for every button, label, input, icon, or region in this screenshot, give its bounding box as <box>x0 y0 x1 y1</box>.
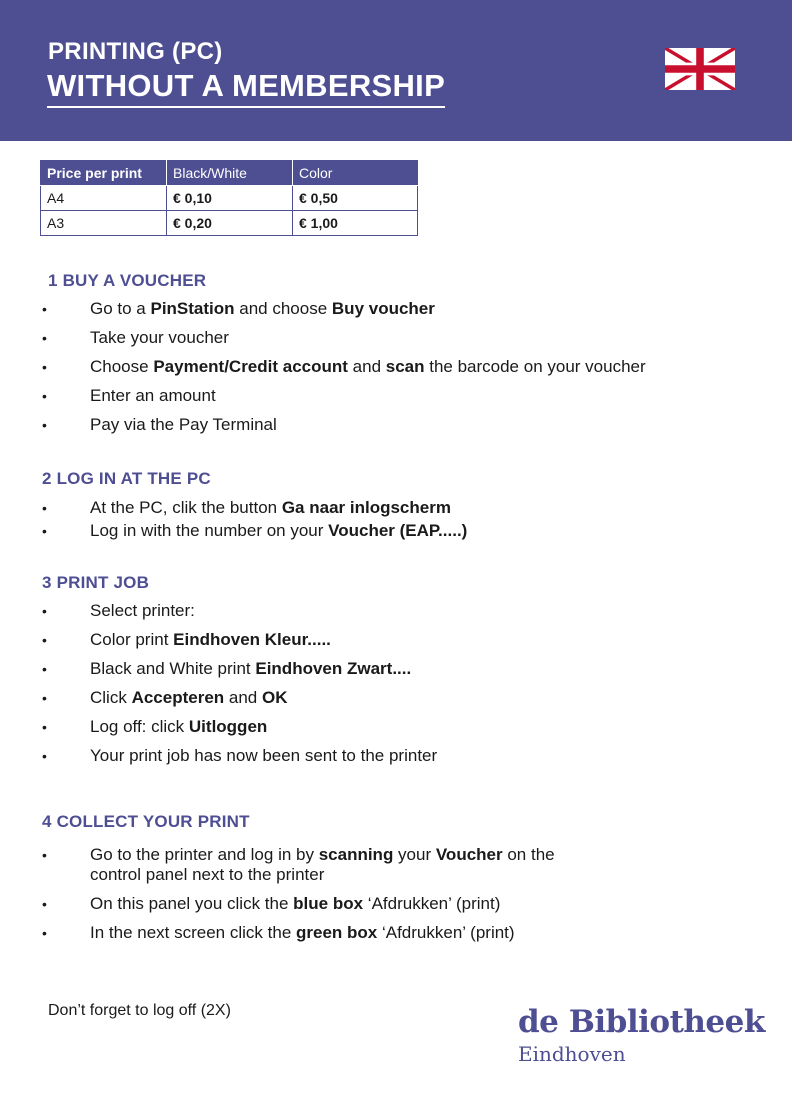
plain-text: Black and White print <box>90 659 256 678</box>
list-item <box>42 845 742 885</box>
table-row <box>41 186 418 211</box>
bullet-icon: • <box>42 388 47 404</box>
bullet-icon: • <box>42 690 47 706</box>
plain-text: ‘Afdrukken’ (print) <box>363 894 501 913</box>
emphasis-text: Voucher (EAP.....) <box>328 521 468 540</box>
plain-text: Go to the printer and log in by <box>90 845 319 864</box>
emphasis-text: Eindhoven Zwart.... <box>255 659 412 678</box>
step-list-collect-print <box>42 845 742 943</box>
price-table-cell: € 1,00 <box>293 211 418 236</box>
emphasis-text: blue box <box>293 894 364 913</box>
step-list-print-job <box>42 601 742 766</box>
plain-text: and <box>347 357 386 376</box>
list-item <box>42 357 742 377</box>
section-title-collect-print: 4 COLLECT YOUR PRINT <box>42 812 250 831</box>
emphasis-text: PinStation <box>150 299 235 318</box>
list-item <box>42 923 742 943</box>
plain-text: Color print <box>90 630 174 649</box>
step-text <box>90 923 742 943</box>
list-item <box>42 894 742 914</box>
emphasis-text: Accepteren <box>131 688 225 707</box>
list-item <box>42 601 742 621</box>
step-text <box>90 845 742 885</box>
bullet-icon: • <box>42 330 47 346</box>
plain-text: Log off: click <box>90 717 189 736</box>
emphasis-text: green box <box>296 923 378 942</box>
bullet-icon: • <box>42 632 47 648</box>
bullet-icon: • <box>42 925 47 941</box>
step-text <box>90 688 742 708</box>
emphasis-text: OK <box>261 688 288 707</box>
price-table <box>40 160 418 236</box>
price-table-cell: A4 <box>41 186 167 211</box>
plain-text: the barcode on your voucher <box>424 357 646 376</box>
emphasis-text: Voucher <box>435 845 503 864</box>
list-item <box>42 630 742 650</box>
list-item <box>42 299 742 319</box>
step-text <box>90 498 742 518</box>
plain-text: control panel next to the printer <box>90 865 325 884</box>
plain-text: Your print job has now been sent to the printer <box>90 746 438 765</box>
step-text <box>90 386 742 406</box>
section-title-buy-voucher: 1 BUY A VOUCHER <box>48 271 207 290</box>
price-table-header: Black/White <box>167 161 293 186</box>
plain-text: Enter an amount <box>90 386 216 405</box>
plain-text: Go to a <box>90 299 151 318</box>
bullet-icon: • <box>42 523 47 539</box>
step-text <box>90 415 742 435</box>
plain-text: Choose <box>90 357 154 376</box>
library-logo: de Bibliotheek <box>518 1004 765 1040</box>
plain-text: your <box>393 845 436 864</box>
list-item <box>42 717 742 737</box>
plain-text: Log in with the number on your <box>90 521 329 540</box>
emphasis-text: scanning <box>318 845 394 864</box>
list-item <box>42 386 742 406</box>
section-title-log-in: 2 LOG IN AT THE PC <box>42 469 211 488</box>
uk-flag-icon <box>665 47 735 91</box>
list-item <box>42 498 742 518</box>
plain-text: In the next screen click the <box>90 923 296 942</box>
bullet-icon: • <box>42 359 47 375</box>
section-title-print-job: 3 PRINT JOB <box>42 573 150 592</box>
bullet-icon: • <box>42 896 47 912</box>
plain-text: On this panel you click the <box>90 894 294 913</box>
plain-text: Click <box>90 688 132 707</box>
plain-text: and choose <box>234 299 332 318</box>
emphasis-text: Payment/Credit account <box>153 357 348 376</box>
bullet-icon: • <box>42 661 47 677</box>
plain-text: and <box>224 688 262 707</box>
list-item <box>42 521 742 541</box>
step-text <box>90 746 742 766</box>
emphasis-text: Buy voucher <box>331 299 435 318</box>
price-table-cell: € 0,10 <box>167 186 293 211</box>
bullet-icon: • <box>42 847 47 863</box>
price-table-cell: A3 <box>41 211 167 236</box>
log-off-reminder: Don’t forget to log off (2X) <box>48 1002 231 1019</box>
page-title: PRINTING (PC) <box>48 38 223 65</box>
step-text <box>90 717 742 737</box>
plain-text: Pay via the Pay Terminal <box>90 415 277 434</box>
step-text <box>90 630 742 650</box>
step-text <box>90 299 742 319</box>
plain-text: At the PC, clik the button <box>90 498 282 517</box>
emphasis-text: Uitloggen <box>188 717 268 736</box>
plain-text: ‘Afdrukken’ (print) <box>377 923 515 942</box>
list-item <box>42 746 742 766</box>
bullet-icon: • <box>42 603 47 619</box>
page-header <box>0 0 792 141</box>
list-item <box>42 328 742 348</box>
list-item <box>42 415 742 435</box>
price-table-header: Price per print <box>41 161 167 186</box>
table-row <box>41 211 418 236</box>
bullet-icon: • <box>42 748 47 764</box>
plain-text: Select printer: <box>90 601 195 620</box>
library-logo-city: Eindhoven <box>518 1042 626 1066</box>
step-list-buy-voucher <box>42 299 742 435</box>
step-text <box>90 601 742 621</box>
page-subtitle: WITHOUT A MEMBERSHIP <box>47 68 445 108</box>
price-table-header: Color <box>293 161 418 186</box>
bullet-icon: • <box>42 301 47 317</box>
emphasis-text: Ga naar inlogscherm <box>281 498 451 517</box>
step-list-log-in <box>42 498 742 541</box>
list-item <box>42 659 742 679</box>
emphasis-text: Eindhoven Kleur..... <box>173 630 331 649</box>
step-text <box>90 328 742 348</box>
step-text <box>90 894 742 914</box>
step-text <box>90 659 742 679</box>
price-table-cell: € 0,50 <box>293 186 418 211</box>
plain-text: on the <box>502 845 555 864</box>
step-text <box>90 357 742 377</box>
price-table-cell: € 0,20 <box>167 211 293 236</box>
step-text <box>90 521 742 541</box>
bullet-icon: • <box>42 719 47 735</box>
emphasis-text: scan <box>385 357 425 376</box>
bullet-icon: • <box>42 417 47 433</box>
list-item <box>42 688 742 708</box>
plain-text: Take your voucher <box>90 328 229 347</box>
price-table-header-row <box>41 161 418 186</box>
bullet-icon: • <box>42 500 47 516</box>
